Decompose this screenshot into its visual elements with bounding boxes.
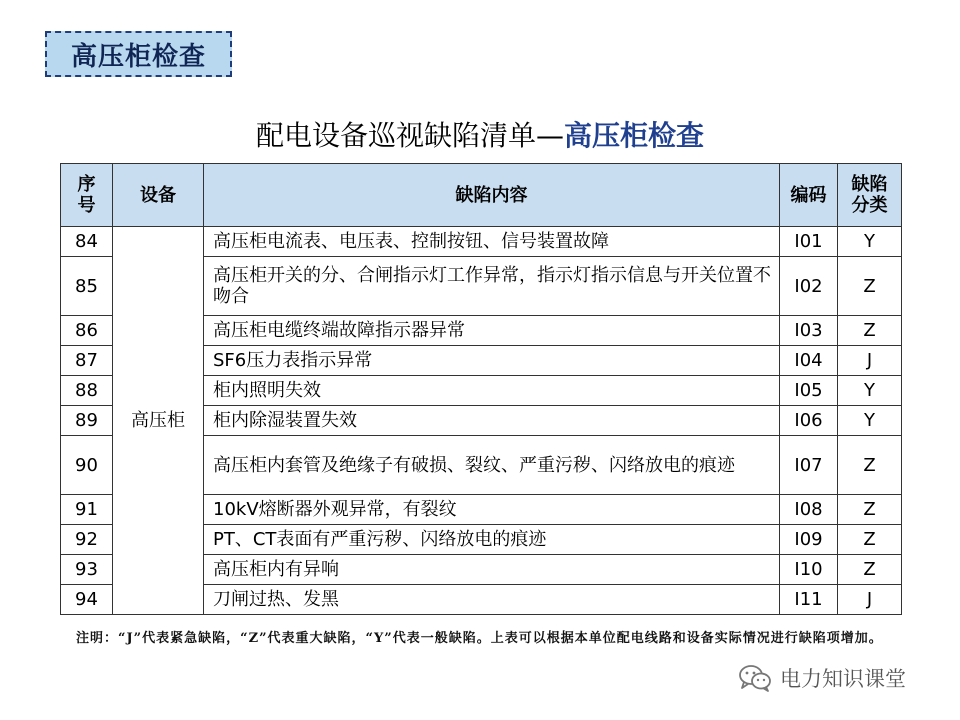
cell-seq: 87 <box>61 346 113 376</box>
cell-class: Z <box>838 495 902 525</box>
cell-code: I11 <box>780 585 838 615</box>
cell-seq: 90 <box>61 436 113 495</box>
table-row <box>61 227 902 257</box>
cell-desc: 高压柜开关的分、合闸指示灯工作异常，指示灯指示信息与开关位置不吻合 <box>204 257 780 316</box>
cell-desc: PT、CT表面有严重污秽、闪络放电的痕迹 <box>204 525 780 555</box>
cell-code: I10 <box>780 555 838 585</box>
cell-desc: 高压柜内套管及绝缘子有破损、裂纹、严重污秽、闪络放电的痕迹 <box>204 436 780 495</box>
cell-code: I06 <box>780 406 838 436</box>
cell-seq: 91 <box>61 495 113 525</box>
cell-code: I02 <box>780 257 838 316</box>
header-device: 设备 <box>113 164 204 227</box>
title-prefix: 配电设备巡视缺陷清单— <box>255 119 564 152</box>
cell-class: J <box>838 346 902 376</box>
header-seq: 序 号 <box>61 164 113 227</box>
cell-desc: SF6压力表指示异常 <box>204 346 780 376</box>
cell-class: Z <box>838 316 902 346</box>
header-content: 缺陷内容 <box>204 164 780 227</box>
cell-class: Z <box>838 436 902 495</box>
section-badge: 高压柜检查 <box>45 31 232 77</box>
cell-code: I04 <box>780 346 838 376</box>
title-highlight: 高压柜检查 <box>564 119 705 152</box>
cell-code: I03 <box>780 316 838 346</box>
cell-desc: 柜内除湿装置失效 <box>204 406 780 436</box>
cell-code: I01 <box>780 227 838 257</box>
cell-class: Y <box>838 376 902 406</box>
defect-table <box>60 163 902 615</box>
watermark <box>738 661 906 695</box>
cell-class: Z <box>838 257 902 316</box>
cell-code: I05 <box>780 376 838 406</box>
cell-desc: 刀闸过热、发黑 <box>204 585 780 615</box>
cell-desc: 高压柜电缆终端故障指示器异常 <box>204 316 780 346</box>
cell-desc: 10kV熔断器外观异常，有裂纹 <box>204 495 780 525</box>
cell-seq: 94 <box>61 585 113 615</box>
cell-code: I09 <box>780 525 838 555</box>
cell-seq: 88 <box>61 376 113 406</box>
cell-seq: 92 <box>61 525 113 555</box>
wechat-icon <box>738 663 772 693</box>
cell-seq: 93 <box>61 555 113 585</box>
document-title <box>0 114 960 154</box>
cell-code: I08 <box>780 495 838 525</box>
footnote: 注明：“J”代表紧急缺陷，“Z”代表重大缺陷，“Y”代表一般缺陷。上表可以根据本单位配电线路和设备实际情况进行缺陷项增加。 <box>76 631 883 646</box>
cell-seq: 85 <box>61 257 113 316</box>
header-code: 编码 <box>780 164 838 227</box>
cell-seq: 86 <box>61 316 113 346</box>
cell-desc: 高压柜电流表、电压表、控制按钮、信号装置故障 <box>204 227 780 257</box>
table-header-row <box>61 164 902 227</box>
cell-class: Y <box>838 406 902 436</box>
header-class: 缺陷 分类 <box>838 164 902 227</box>
cell-device: 高压柜 <box>113 227 204 615</box>
cell-desc: 柜内照明失效 <box>204 376 780 406</box>
cell-class: J <box>838 585 902 615</box>
cell-code: I07 <box>780 436 838 495</box>
cell-seq: 84 <box>61 227 113 257</box>
watermark-text: 电力知识课堂 <box>780 667 906 691</box>
cell-class: Z <box>838 555 902 585</box>
cell-seq: 89 <box>61 406 113 436</box>
cell-desc: 高压柜内有异响 <box>204 555 780 585</box>
cell-class: Y <box>838 227 902 257</box>
cell-class: Z <box>838 525 902 555</box>
